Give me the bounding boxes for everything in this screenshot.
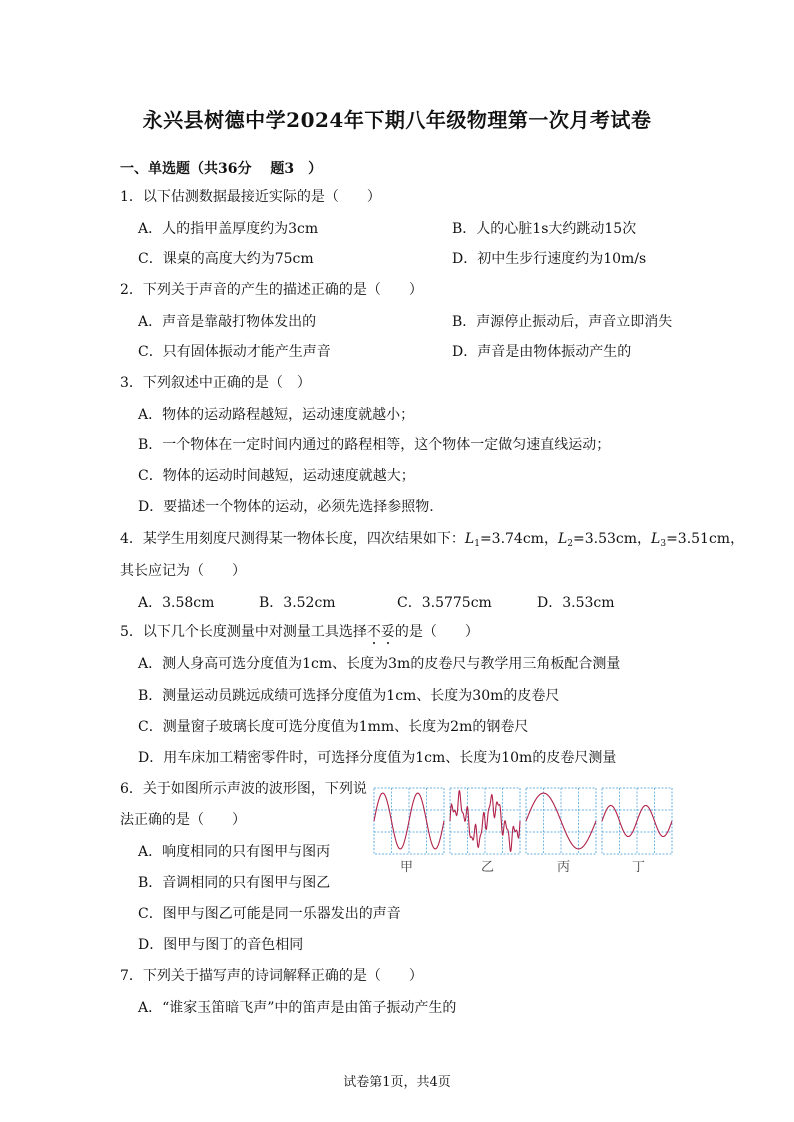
q5-option-c: C．测量窗子玻璃长度可选分度值为1mm、长度为2m的钢卷尺 bbox=[138, 719, 529, 735]
q6-option-d: D．图甲与图丁的音色相同 bbox=[138, 937, 304, 953]
q3-option-a: A．物体的运动路程越短，运动速度就越小； bbox=[138, 407, 415, 423]
q5-option-d: D．用车床加工精密零件时，可选择分度值为1cm、长度为10m的皮卷尺测量 bbox=[138, 750, 617, 766]
q1-option-c: C．课桌的高度大约为75cm bbox=[138, 251, 314, 267]
q6-stem-continued: 法正确的是（ ） bbox=[120, 812, 246, 828]
sound-waveform-figure bbox=[372, 786, 674, 856]
q4-stem-continued: 其长应记为（ ） bbox=[120, 563, 246, 579]
q2-option-b: B．声源停止振动后，声音立即消失 bbox=[452, 314, 673, 330]
q3-option-d: D．要描述一个物体的运动，必须先选择参照物. bbox=[138, 499, 434, 515]
q4-stem: 4．某学生用刻度尺测得某一物体长度，四次结果如下：$L_1=3.74cm$，$L_2=3.53cm$，$L_3=3.51cm$， bbox=[120, 531, 745, 549]
waveform-panel-bing bbox=[526, 788, 596, 854]
waveform-label-jia: 甲 bbox=[400, 860, 414, 875]
waveform-label-ding: 丁 bbox=[632, 860, 646, 875]
q3-stem: 3．下列叙述中正确的是（ ） bbox=[120, 375, 311, 391]
q2-option-a: A．声音是靠敲打物体发出的 bbox=[138, 314, 317, 330]
q2-stem: 2．下列关于声音的产生的描述正确的是（ ） bbox=[120, 282, 423, 298]
exam-title: 永兴县树德中学2024年下期八年级物理第一次月考试卷 bbox=[142, 108, 652, 132]
q5-stem: 5．以下几个长度测量中对测量工具选择不妥的是（ ） bbox=[120, 624, 479, 640]
q6-stem: 6．关于如图所示声波的波形图，下列说 bbox=[120, 781, 367, 797]
q1-option-a: A．人的指甲盖厚度约为3cm bbox=[138, 221, 319, 237]
section-heading-single-choice: 一、单选题（共36分 题3 ） bbox=[120, 161, 323, 177]
q5-option-b: B．测量运动员跳远成绩可选择分度值为1cm、长度为30m的皮卷尺 bbox=[138, 688, 560, 704]
q6-option-c: C．图甲与图乙可能是同一乐器发出的声音 bbox=[138, 906, 401, 922]
waveform-label-bing: 丙 bbox=[557, 860, 571, 875]
q7-stem: 7．下列关于描写声的诗词解释正确的是（ ） bbox=[120, 968, 423, 984]
waveform-panel-jia bbox=[374, 788, 444, 854]
q3-option-b: B．一个物体在一定时间内通过的路程相等，这个物体一定做匀速直线运动； bbox=[138, 437, 611, 453]
q1-option-d: D．初中生步行速度约为10m/s bbox=[452, 251, 647, 267]
q7-option-a: A．“谁家玉笛暗飞声”中的笛声是由笛子振动产生的 bbox=[138, 1000, 457, 1016]
emphasis-dot-1: 不 bbox=[366, 624, 381, 640]
q1-stem: 1．以下估测数据最接近实际的是（ ） bbox=[120, 189, 381, 205]
waveform-panel-yi bbox=[450, 788, 520, 854]
q2-option-d: D．声音是由物体振动产生的 bbox=[452, 344, 632, 360]
q4-option-b: B．3.52cm bbox=[259, 595, 336, 611]
waveform-panel-ding bbox=[602, 788, 672, 854]
q4-option-d: D．3.53cm bbox=[537, 595, 615, 611]
q5-option-a: A．测人身高可选分度值为1cm、长度为3m的皮卷尺与教学用三角板配合测量 bbox=[138, 656, 621, 672]
q3-option-c: C．物体的运动时间越短，运动速度就越大； bbox=[138, 468, 415, 484]
emphasis-dot-2: 妥 bbox=[380, 624, 395, 640]
q6-option-a: A．响度相同的只有图甲与图丙 bbox=[138, 844, 331, 860]
q1-option-b: B．人的心脏1s大约跳动15次 bbox=[452, 221, 637, 237]
waveform-label-yi: 乙 bbox=[481, 860, 495, 875]
q2-option-c: C．只有固体振动才能产生声音 bbox=[138, 344, 331, 360]
q6-option-b: B．音调相同的只有图甲与图乙 bbox=[138, 875, 331, 891]
q4-option-a: A．3.58cm bbox=[138, 595, 215, 611]
q4-option-c: C．3.5775cm bbox=[397, 595, 492, 611]
page-footer: 试卷第1页，共4页 bbox=[343, 1075, 451, 1090]
